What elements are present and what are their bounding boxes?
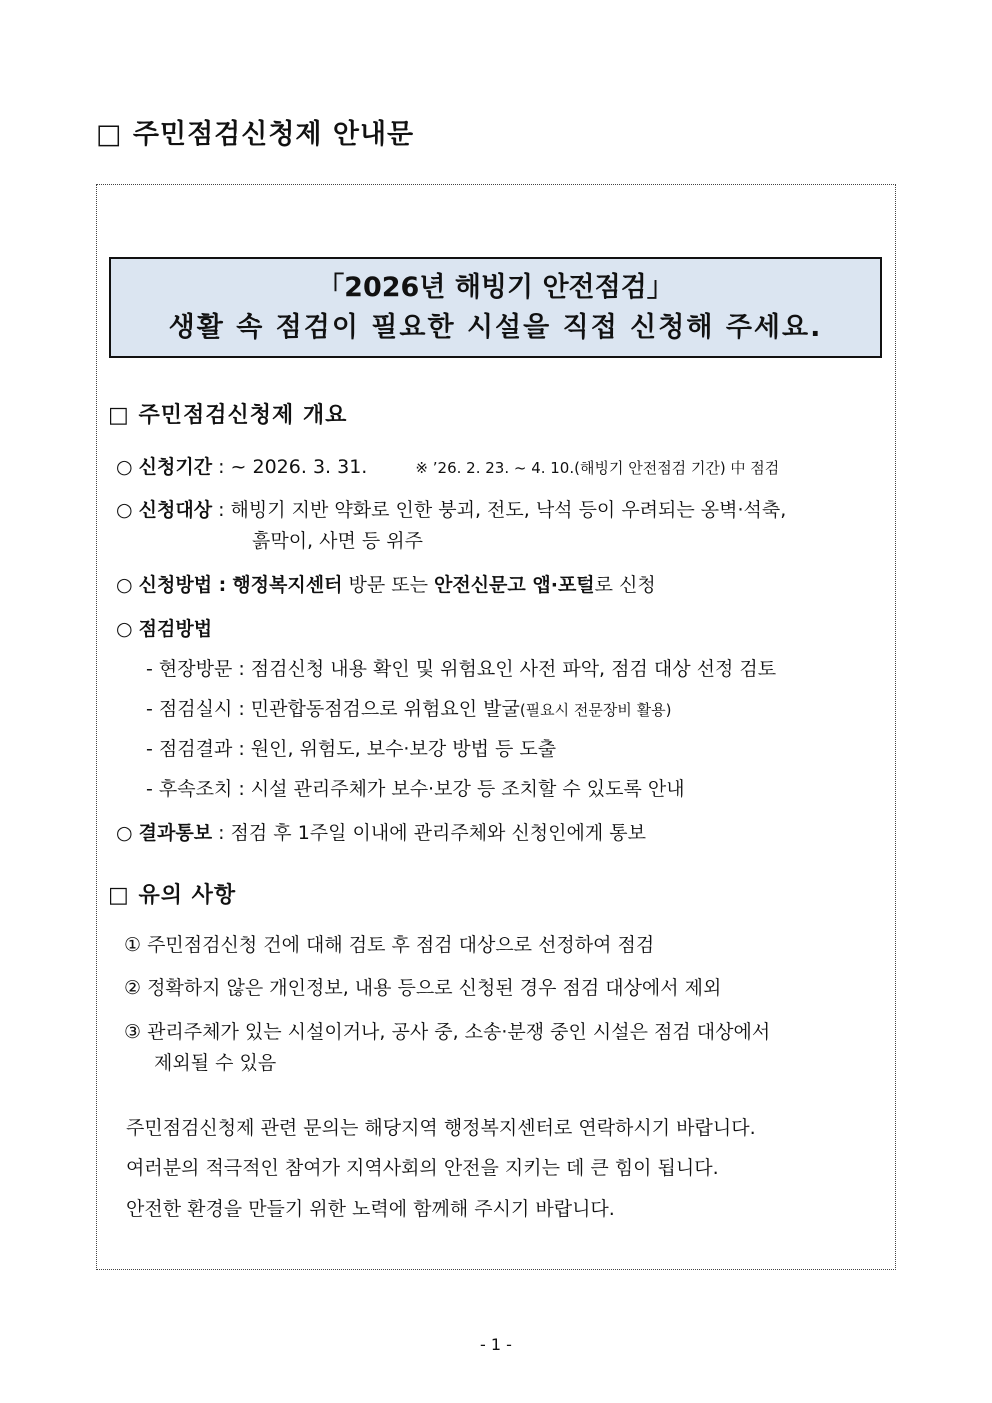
closing-line-2: 여러분의 적극적인 참여가 지역사회의 안전을 지키는 데 큰 힘이 됩니다. [126,1157,719,1179]
method-bullet: ○ [116,574,133,596]
period-bullet: ○ [116,456,133,478]
method-bold-2: 안전신문고 앱·포털 [434,574,595,596]
target-value-line1: : 해빙기 지반 약화로 인한 붕괴, 전도, 낙석 등이 우려되는 옹벽·석축, [218,499,787,521]
method-bold-1: 행정복지센터 [232,574,343,596]
inspection-item-conduct [146,694,671,721]
method-text-2: 로 신청 [594,574,656,596]
period-value: : ~ 2026. 3. 31. [218,456,368,478]
period-note: ※ ’26. 2. 23. ~ 4. 10.(해빙기 안전점검 기간) 中 점검 [415,459,780,477]
closing-line-1: 주민점검신청제 관련 문의는 해당지역 행정복지센터로 연락하시기 바랍니다. [126,1117,756,1139]
note-item-1: ① 주민점검신청 건에 대해 검토 후 점검 대상으로 선정하여 점검 [124,934,655,956]
inspection-item-followup [146,774,685,801]
overview-heading: □ 주민점검신청제 개요 [108,403,348,428]
method-label: 신청방법 : [138,574,227,596]
inspection-item-text: - 현장방문 : 점검신청 내용 확인 및 위험요인 사전 파악, 점검 대상 선정 검토 [146,658,777,680]
method-text-1: 방문 또는 [342,574,434,596]
target-bullet: ○ [116,499,133,521]
period-row [116,452,779,479]
inspection-item-text: - 후속조치 : 시설 관리주체가 보수·보강 등 조치할 수 있도록 안내 [146,778,685,800]
page-number: - 1 - [480,1335,512,1354]
note-item-2: ② 정확하지 않은 개인정보, 내용 등으로 신청된 경우 점검 대상에서 제외 [124,977,722,999]
period-label: 신청기간 [138,456,213,478]
banner-line-1: 「2026년 해빙기 안전점검」 [317,272,674,303]
headline-banner [109,257,882,358]
target-label: 신청대상 [138,499,213,521]
inspection-item-text: - 점검결과 : 원인, 위험도, 보수·보강 방법 등 도출 [146,738,557,760]
inspection-item-text: - 점검실시 : 민관합동점검으로 위험요인 발굴 [146,698,520,720]
target-value-line2: 흙막이, 사면 등 위주 [252,530,423,552]
method-row [116,570,656,597]
inspection-label: 점검방법 [138,618,213,640]
target-row [116,495,786,522]
notes-heading: □ 유의 사항 [108,883,237,908]
result-label: 결과통보 [138,822,213,844]
inspection-item-visit [146,654,776,681]
inspection-row [116,614,212,641]
banner-line-2: 생활 속 점검이 필요한 시설을 직접 신청해 주세요. [168,312,823,343]
inspection-item-note: (필요시 전문장비 활용) [519,701,672,719]
result-row [116,818,646,845]
note-item-3-line2: 제외될 수 있음 [154,1052,277,1074]
inspection-item-result [146,734,556,761]
closing-line-3: 안전한 환경을 만들기 위한 노력에 함께해 주시기 바랍니다. [126,1198,615,1220]
note-item-3: ③ 관리주체가 있는 시설이거나, 공사 중, 소송·분쟁 중인 시설은 점검 대상에서 [124,1021,771,1043]
inspection-bullet: ○ [116,618,133,640]
result-value: : 점검 후 1주일 이내에 관리주체와 신청인에게 통보 [218,822,646,844]
result-bullet: ○ [116,822,133,844]
document-title: □ 주민점검신청제 안내문 [96,119,415,150]
